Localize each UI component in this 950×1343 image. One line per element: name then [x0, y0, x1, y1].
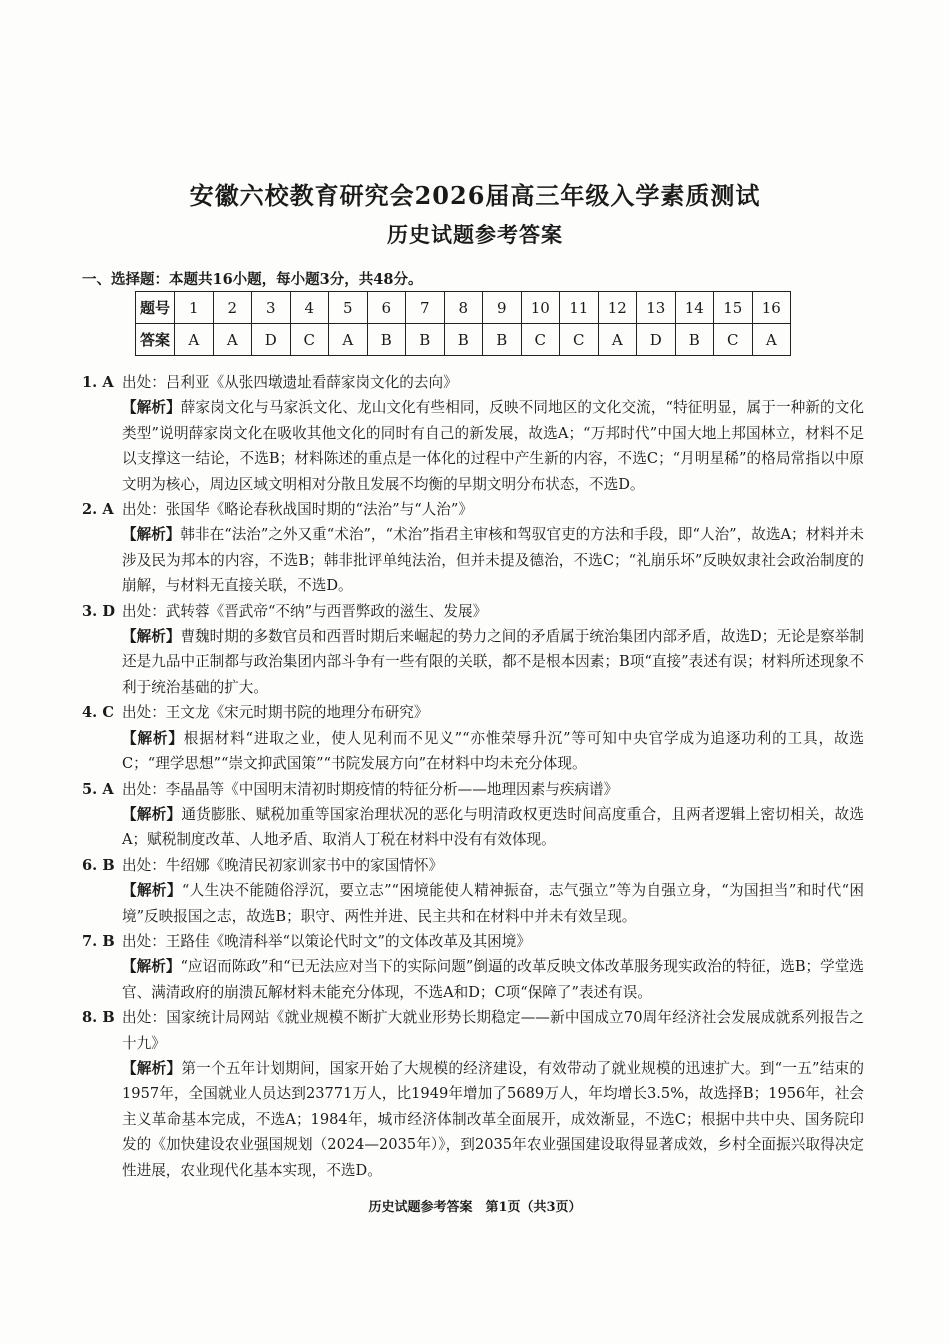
item-analysis-block — [122, 726, 864, 777]
answer-item — [82, 497, 864, 599]
question-number-cell: 16 — [752, 292, 791, 324]
answer-cell: D — [637, 324, 676, 356]
item-analysis: “应诏而陈政”和“已无法应对当下的实际问题”倒逼的改革反映文体改革服务现实政治的特征，选B；学堂选官、满清政府的崩溃瓦解材料未能充分体现，不选A和D；C项“保障了”表述有误。 — [122, 958, 864, 1001]
item-analysis-block — [122, 878, 864, 929]
question-number-cell: 14 — [675, 292, 714, 324]
row-label-numbers: 题号 — [136, 292, 175, 324]
answer-cell: C — [521, 324, 560, 356]
question-number-cell: 4 — [290, 292, 329, 324]
item-analysis: 薛家岗文化与马家浜文化、龙山文化有些相同，反映不同地区的文化交流，“特征明显，属于一种新的文化类型”说明薛家岗文化在吸收其他文化的同时有自己的新发展，故选A；“万邦时代”中国大地上邦国林立，材料不足以支撑这一结论，不选B；材料陈述的重点是一体化的过程中产生新的内容，不选C；“月明星稀”的格局常指以中原文明为核心，周边区域文明相对分散且发展不均衡的早期文明分布状态，不选D。 — [122, 399, 864, 493]
analysis-tag: 【解析】 — [122, 729, 184, 747]
item-analysis-block — [122, 954, 864, 1005]
answer-cell: A — [213, 324, 252, 356]
item-analysis: 根据材料“进取之业，使人见利而不见义”“亦惟荣辱升沉”等可知中央官学成为追逐功利的工具，故选C；“理学思想”“崇文抑武国策”“书院发展方向”在材料中均未充分体现。 — [122, 729, 864, 773]
answer-cell: C — [714, 324, 753, 356]
item-analysis-block — [122, 395, 864, 497]
item-analysis-block — [122, 1056, 864, 1183]
answer-item — [82, 929, 864, 1005]
question-number-cell: 12 — [598, 292, 637, 324]
analysis-tag: 【解析】 — [122, 628, 181, 646]
question-number-cell: 6 — [367, 292, 406, 324]
item-label: 1. A — [82, 374, 114, 391]
question-number-cell: 7 — [406, 292, 445, 324]
item-source: 出处：王路佳《晚清科举“以策论代时文”的文体改革及其困境》 — [122, 932, 531, 950]
answer-cell: B — [483, 324, 522, 356]
answer-cell: A — [175, 324, 214, 356]
analysis-tag: 【解析】 — [122, 882, 182, 900]
item-analysis: 曹魏时期的多数官员和西晋时期后来崛起的势力之间的矛盾属于统治集团内部矛盾，故选D；无论是察举制还是九品中正制都与政治集团内部斗争有一些有限的关联，都不是根本因素；B项“直接”表述有误；材料所述现象不利于统治基础的扩大。 — [122, 628, 864, 696]
answer-item — [82, 853, 864, 929]
item-source: 出处：吕利亚《从张四墩遗址看薛家岗文化的去向》 — [122, 374, 458, 391]
item-analysis-block — [122, 624, 864, 700]
item-source-line — [82, 1005, 864, 1056]
item-analysis-block — [122, 802, 864, 853]
item-source: 出处：武转蓉《晋武帝“不纳”与西晋弊政的滋生、发展》 — [122, 602, 488, 620]
analysis-tag: 【解析】 — [122, 805, 182, 823]
question-number-cell: 9 — [483, 292, 522, 324]
answer-cell: C — [560, 324, 599, 356]
item-source-line — [82, 853, 864, 878]
analysis-tag: 【解析】 — [122, 1059, 182, 1077]
item-analysis: “人生决不能随俗浮沉，要立志”“困境能使人精神振奋，志气强立”等为自强立身，“为国担当”和时代“困境”反映报国之志，故选B；职守、两性并进、民主共和在材料中并未有效呈现。 — [122, 882, 864, 925]
answer-item — [82, 1005, 864, 1183]
row-label-answers: 答案 — [136, 324, 175, 356]
answer-table — [135, 291, 791, 356]
item-source: 出处：李晶晶等《中国明末清初时期疫情的特征分析——地理因素与疾病谱》 — [122, 780, 619, 798]
answer-table-answer-row — [136, 324, 791, 356]
question-number-cell: 8 — [444, 292, 483, 324]
answer-item — [82, 700, 864, 776]
answer-item — [82, 370, 864, 497]
question-number-cell: 15 — [714, 292, 753, 324]
answer-item — [82, 599, 864, 701]
answer-explanations — [82, 370, 864, 1183]
item-source: 出处：王文龙《宋元时期书院的地理分布研究》 — [122, 704, 429, 722]
item-label: 8. B — [82, 1009, 115, 1027]
answer-cell: B — [444, 324, 483, 356]
question-number-cell: 1 — [175, 292, 214, 324]
item-label: 7. B — [82, 932, 115, 950]
answer-cell: A — [752, 324, 791, 356]
question-number-cell: 5 — [329, 292, 368, 324]
answer-cell: B — [675, 324, 714, 356]
answer-table-number-row — [136, 292, 791, 324]
answer-cell: A — [598, 324, 637, 356]
item-source: 出处：牛绍娜《晚清民初家训家书中的家国情怀》 — [122, 856, 444, 874]
answer-cell: B — [406, 324, 445, 356]
question-number-cell: 11 — [560, 292, 599, 324]
item-label: 3. D — [82, 602, 115, 620]
item-analysis: 韩非在“法治”之外又重“术治”，“术治”指君主审核和驾驭官吏的方法和手段，即“人治”，故选A；材料并未涉及民为邦本的内容，不选B；韩非批评单纯法治，但并未提及德治，不选C；“礼崩乐坏”反映奴隶社会政治制度的崩解，与材料无直接关联，不选D。 — [122, 526, 864, 595]
item-source: 出处：国家统计局网站《就业规模不断扩大就业形势长期稳定——新中国成立70周年经济社会发展成就系列报告之十九》 — [122, 1009, 864, 1052]
item-source-line — [82, 700, 864, 725]
analysis-tag: 【解析】 — [122, 526, 181, 544]
answer-cell: C — [290, 324, 329, 356]
item-label: 5. A — [82, 780, 114, 798]
item-source-line — [82, 497, 864, 522]
section-heading: 一、选择题：本题共16小题，每小题3分，共48分。 — [82, 271, 423, 288]
item-label: 4. C — [82, 704, 114, 722]
answer-cell: D — [252, 324, 291, 356]
item-source-line — [82, 370, 864, 395]
question-number-cell: 13 — [637, 292, 676, 324]
item-analysis: 第一个五年计划期间，国家开始了大规模的经济建设，有效带动了就业规模的迅速扩大。到“一五”结束的1957年，全国就业人员达到23771万人，比1949年增加了5689万人，年均增长3.5%，故选择B；1956年，社会主义革命基本完成，不选A；1984年，城市经济体制改革全面展开，成效渐显，不选C；根据中共中央、国务院印发的《加快建设农业强国规划（2024—2035年）》，到2035年农业强国建设取得显著成效，乡村全面振兴取得决定性进展，农业现代化基本实现，不选D。 — [122, 1059, 864, 1179]
item-source-line — [82, 599, 864, 624]
item-analysis: 通货膨胀、赋税加重等国家治理状况的恶化与明清政权更迭时间高度重合，且两者逻辑上密切相关，故选A；赋税制度改革、人地矛盾、取消人丁税在材料中没有有效体现。 — [122, 805, 864, 849]
item-label: 6. B — [82, 856, 115, 874]
document-subtitle: 历史试题参考答案 — [387, 222, 563, 247]
analysis-tag: 【解析】 — [122, 958, 181, 976]
page-footer: 历史试题参考答案 第1页（共3页） — [368, 1200, 582, 1215]
question-number-cell: 3 — [252, 292, 291, 324]
answer-cell: B — [367, 324, 406, 356]
document-title: 安徽六校教育研究会2026届高三年级入学素质测试 — [189, 181, 761, 210]
analysis-tag: 【解析】 — [122, 399, 181, 417]
item-source-line — [82, 929, 864, 954]
item-analysis-block — [122, 522, 864, 598]
item-label: 2. A — [82, 501, 114, 519]
answer-cell: A — [329, 324, 368, 356]
answer-item — [82, 777, 864, 853]
question-number-cell: 10 — [521, 292, 560, 324]
item-source-line — [82, 777, 864, 802]
item-source: 出处：张国华《略论春秋战国时期的“法治”与“人治”》 — [122, 501, 473, 519]
question-number-cell: 2 — [213, 292, 252, 324]
